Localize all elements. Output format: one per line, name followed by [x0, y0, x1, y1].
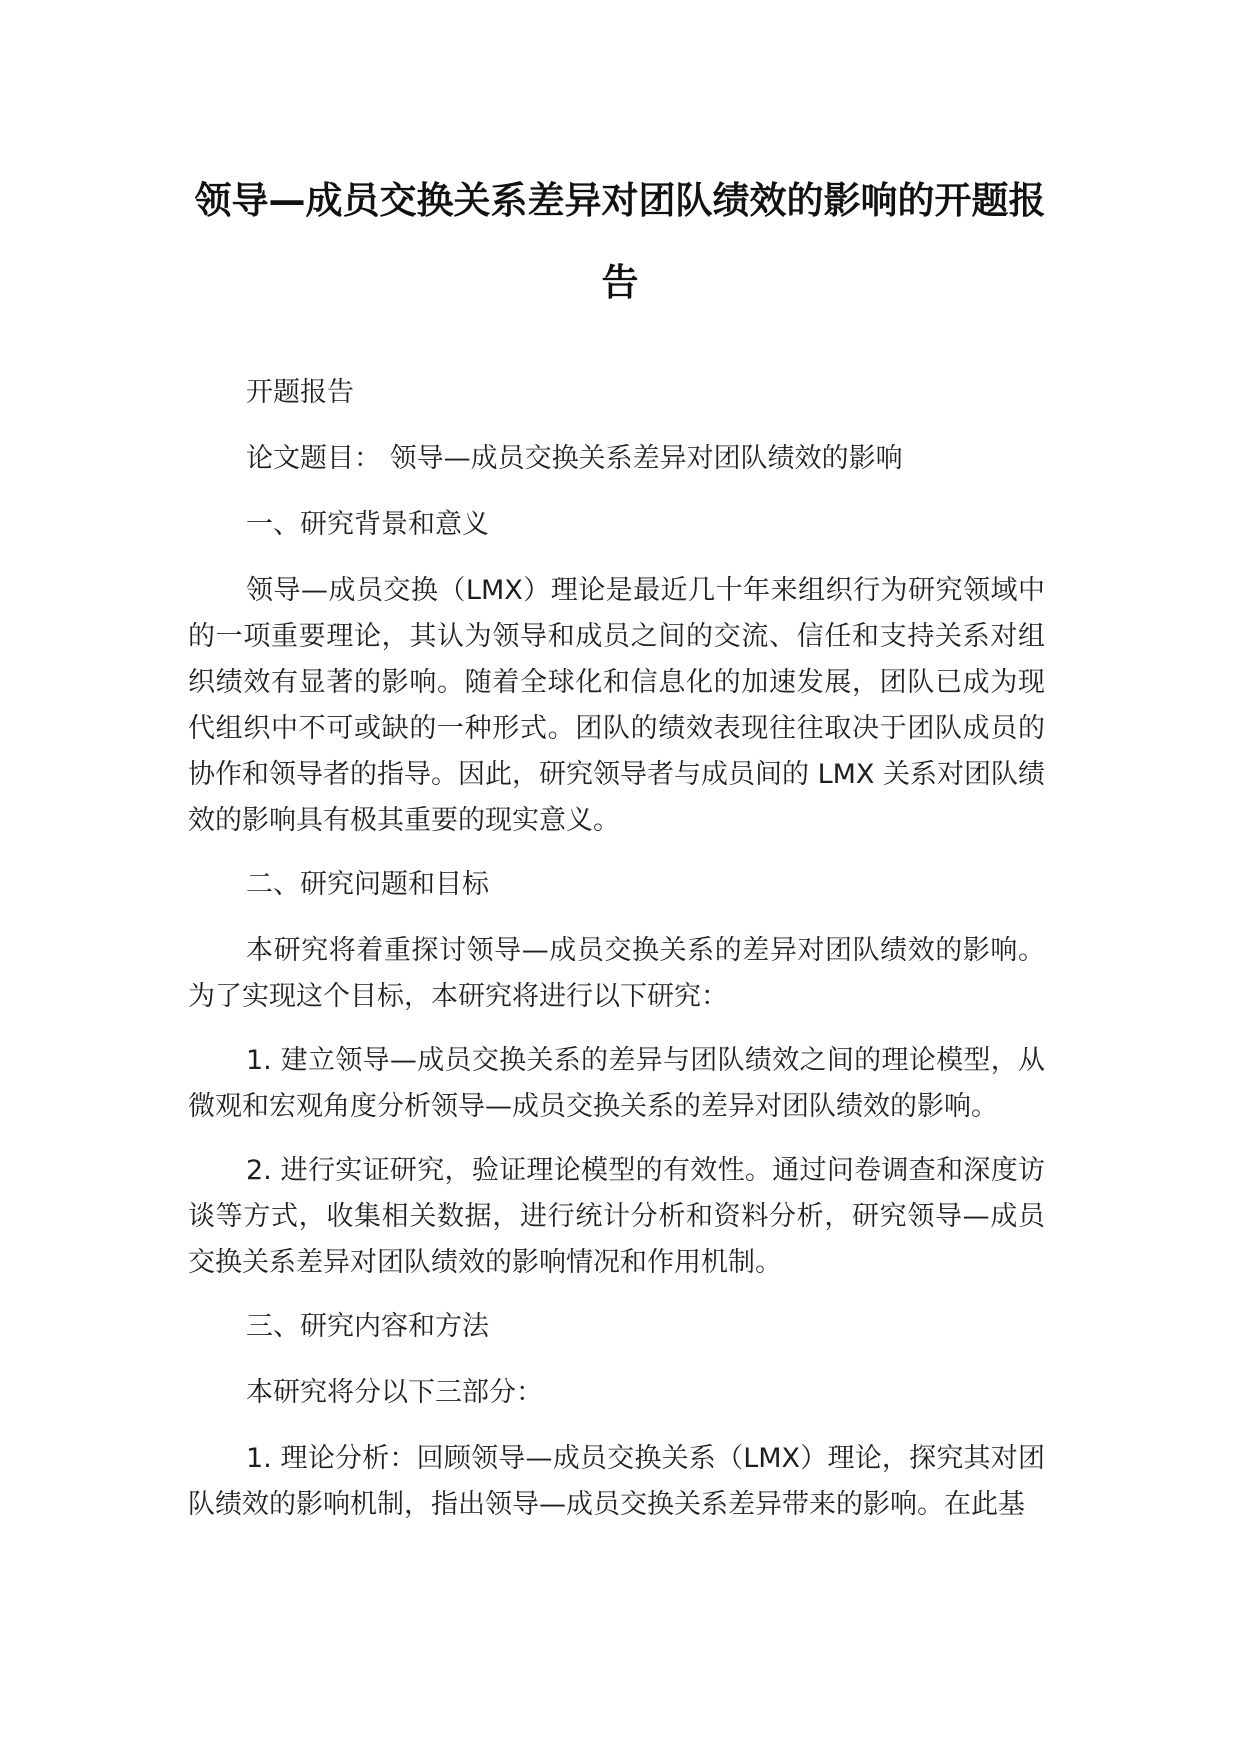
thesis-title-line: 论文题目： 领导—成员交换关系差异对团队绩效的影响	[246, 443, 903, 474]
content-intro-paragraph: 本研究将分以下三部分：	[246, 1377, 543, 1408]
section-heading-3: 三、研究内容和方法	[246, 1311, 489, 1342]
objective-item-1: 1. 建立领导—成员交换关系的差异与团队绩效之间的理论模型，从微观和宏观角度分析领导—成员交换关系的差异对团队绩效的影响。	[188, 1045, 1045, 1122]
document-body	[188, 370, 1045, 1546]
objective-item-2: 2. 进行实证研究，验证理论模型的有效性。通过问卷调查和深度访谈等方式，收集相关数据，进行统计分析和资料分析，研究领导—成员交换关系差异对团队绩效的影响情况和作用机制。	[188, 1155, 1045, 1278]
section-heading-2: 二、研究问题和目标	[246, 869, 489, 900]
section-heading-1: 一、研究背景和意义	[246, 509, 489, 540]
content-item-1: 1. 理论分析：回顾领导—成员交换关系（LMX）理论，探究其对团队绩效的影响机制，指出领导—成员交换关系差异带来的影响。在此基	[188, 1443, 1045, 1520]
background-paragraph: 领导—成员交换（LMX）理论是最近几十年来组织行为研究领域中的一项重要理论，其认为领导和成员之间的交流、信任和支持关系对组织绩效有显著的影响。随着全球化和信息化的加速发展，团队已成为现代组织中不可或缺的一种形式。团队的绩效表现往往取决于团队成员的协作和领导者的指导。因此，研究领导者与成员间的 LMX 关系对团队绩效的影响具有极其重要的现实意义。	[188, 575, 1045, 836]
report-label: 开题报告	[246, 377, 354, 408]
document-title: 领导—成员交换关系差异对团队绩效的影响的开题报告	[194, 179, 1046, 304]
objective-paragraph: 本研究将着重探讨领导—成员交换关系的差异对团队绩效的影响。为了实现这个目标，本研究将进行以下研究：	[188, 935, 1045, 1012]
